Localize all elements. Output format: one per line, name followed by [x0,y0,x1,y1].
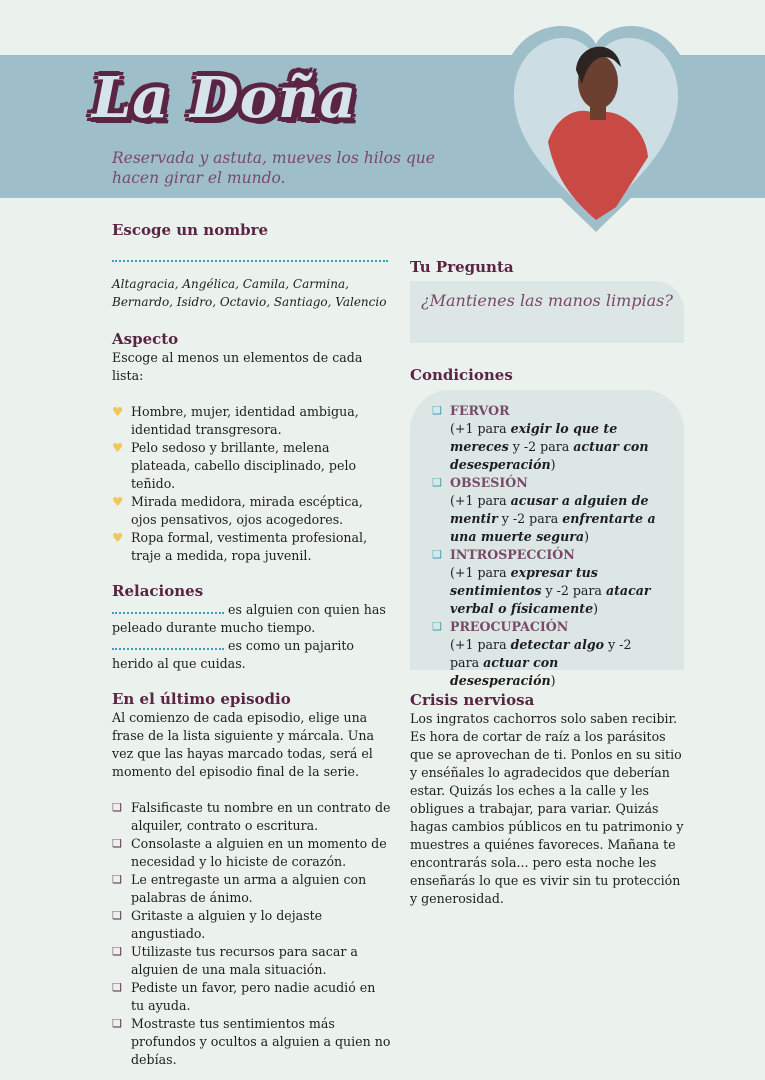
condition-checkbox[interactable] [430,474,664,546]
look-item[interactable]: ♥ Ropa formal, vestimenta profesional, traje a medida, ropa juvenil. [112,529,392,565]
text: ) [584,529,589,544]
portrait-heart [496,22,696,237]
minus-action: enfrentarte a una muerte segura [450,511,656,544]
text: (+1 para [450,637,511,652]
text: y -2 para [450,637,632,670]
condition-name: PREOCUPACIÓN [450,619,569,634]
question-box [410,281,684,343]
question-heading: Tu Pregunta [410,258,514,276]
condition-name: FERVOR [450,403,510,418]
text: (+1 para [450,421,511,436]
look-item[interactable]: ♥ Pelo sedoso y brillante, melena plateada, cabello disciplinado, pelo teñido. [112,439,392,493]
crisis-heading: Crisis nerviosa [410,691,535,709]
relation-item: es como un pajarito herido al que cuidas. [112,638,354,671]
episode-checkbox[interactable]: ❑ Pediste un favor, pero nadie acudió en tu ayuda. [112,979,392,1015]
look-item[interactable]: ♥ Mirada medidora, mirada escéptica, ojos pensativos, ojos acogedores. [112,493,392,529]
text: y -2 para [508,439,574,454]
episode-checkbox[interactable]: ❑ Gritaste a alguien y lo dejaste angustiado. [112,907,392,943]
episode-list [112,799,392,1069]
text: y -2 para [541,583,606,598]
episode-checkbox[interactable]: ❑ Le entregaste un arma a alguien con palabras de ánimo. [112,871,392,907]
text: y -2 para [497,511,563,526]
minus-action: actuar con desesperación [450,439,649,472]
last-episode-intro: Al comienzo de cada episodio, elige una frase de la lista siguiente y márcala. Una vez que las hayas marcado todas, será el momento del episodio final de la serie. [112,710,374,779]
plus-action: detectar algo [510,637,605,652]
question-text: ¿Mantienes las manos limpias? [421,291,673,310]
condition-checkbox[interactable] [430,618,664,690]
condition-name: OBSESIÓN [450,475,528,490]
minus-action: actuar con desesperación [450,655,559,688]
text: ) [550,673,556,688]
look-heading: Aspecto [112,330,179,348]
name-heading: Escoge un nombre [112,221,269,239]
episode-checkbox[interactable]: ❑ Mostraste tus sentimientos más profundos y ocultos a alguien a quien no debías. [112,1015,392,1069]
condition-checkbox[interactable] [430,402,664,474]
look-item[interactable]: ♥ Hombre, mujer, identidad ambigua, identidad transgresora. [112,403,392,439]
condition-name: INTROSPECCIÓN [450,547,575,562]
conditions-list [430,402,664,690]
relation-field[interactable] [112,648,224,650]
playbook-title: La Doña [92,65,358,131]
text: (+1 para [450,565,511,580]
condition-checkbox[interactable] [430,546,664,618]
look-list [112,403,392,565]
name-field[interactable] [112,260,388,262]
text: (+1 para [450,493,511,508]
last-episode-heading: En el último episodio [112,690,291,708]
name-options: Altagracia, Angélica, Camila, Carmina, Bernardo, Isidro, Octavio, Santiago, Valencio [112,277,387,309]
crisis-text: Los ingratos cachorros solo saben recibir. Es hora de cortar de raíz a los parásitos que se aprovechan de ti. Ponlos en su sitio y enséñales lo agradecidos que deberían estar. Quizás los eches a la calle y les obligues a trabajar, para variar. Quizás hagas cambios públicos en tu patrimonio y muestres a quiénes favoreces. Mañana te encontrarás sola... pero esta noche les enseñarás lo que es vivir sin tu protección y generosidad. [410,711,684,906]
tagline: Reservada y astuta, mueves los hilos que hacen girar el mundo. [112,149,435,187]
text: ) [550,457,556,472]
conditions-box [410,390,684,688]
plus-action: acusar a alguien de mentir [450,493,649,526]
episode-checkbox[interactable]: ❑ Falsificaste tu nombre en un contrato de alquiler, contrato o escritura. [112,799,392,835]
episode-checkbox[interactable]: ❑ Consolaste a alguien en un momento de necesidad y lo hiciste de corazón. [112,835,392,871]
plus-action: exigir lo que te mereces [450,421,618,454]
relation-item: es alguien con quien has peleado durante mucho tiempo. [112,602,386,635]
look-intro: Escoge al menos un elementos de cada lista: [112,350,363,383]
relations-heading: Relaciones [112,582,204,600]
episode-checkbox[interactable]: ❑ Utilizaste tus recursos para sacar a alguien de una mala situación. [112,943,392,979]
text: ) [593,601,599,616]
relation-field[interactable] [112,612,224,614]
minus-action: atacar verbal o físicamente [450,583,651,616]
plus-action: expresar tus sentimientos [450,565,598,598]
conditions-heading: Condiciones [410,366,513,384]
